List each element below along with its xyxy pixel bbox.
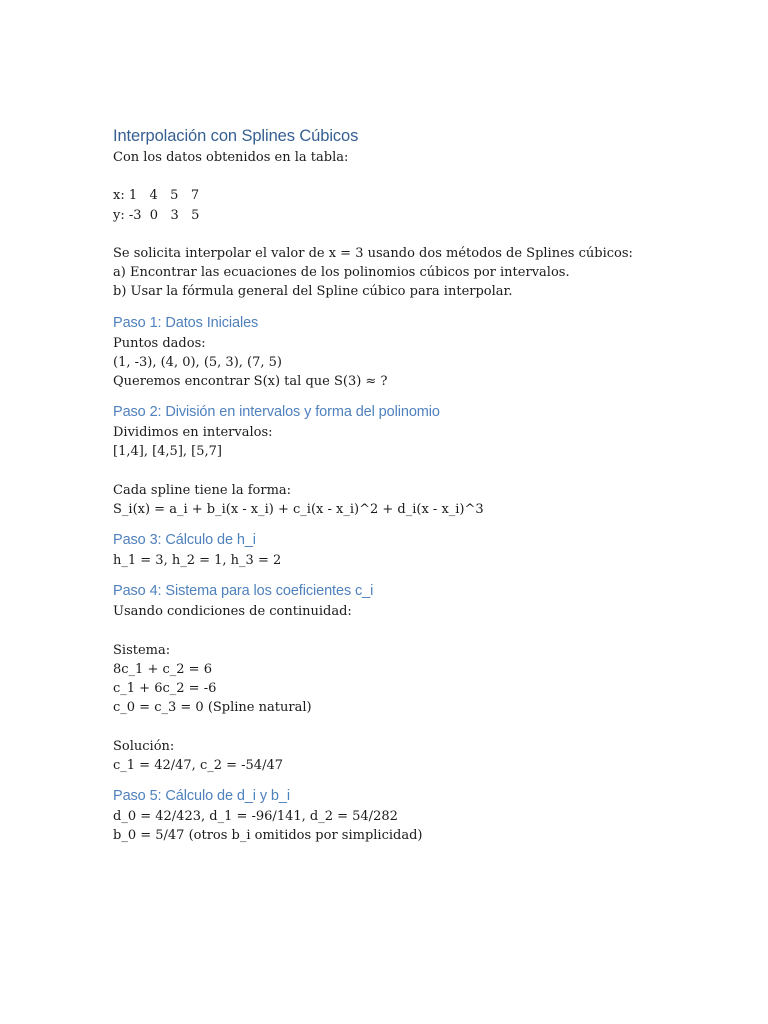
step4-solution-label: Solución: — [113, 738, 175, 754]
step2-formula: S_i(x) = a_i + b_i(x - x_i) + c_i(x - x_i)^2 + d_i(x - x_i)^3 — [113, 501, 484, 517]
x-values-row: x: 1 4 5 7 — [113, 188, 200, 204]
blank-line — [113, 225, 733, 244]
request-text: Se solicita interpolar el valor de x = 3 usando dos métodos de Splines cúbicos: — [113, 245, 633, 261]
blank-line — [113, 621, 733, 640]
step3-heading: Paso 3: Cálculo de h_i — [113, 532, 256, 548]
step2-intervals: [1,4], [4,5], [5,7] — [113, 444, 222, 460]
blank-line — [113, 717, 733, 736]
step5-b-values: b_0 = 5/47 (otros b_i omitidos por simplicidad) — [113, 828, 423, 844]
step1-points: (1, -3), (4, 0), (5, 3), (7, 5) — [113, 354, 282, 370]
step4-solution: c_1 = 42/47, c_2 = -54/47 — [113, 757, 284, 773]
step1-heading: Paso 1: Datos Iniciales — [113, 314, 259, 331]
step5-heading: Paso 5: Cálculo de d_i y b_i — [113, 787, 290, 804]
step4-system-label: Sistema: — [113, 642, 171, 658]
blank-line — [113, 167, 733, 186]
step4-heading: Paso 4: Sistema para los coeficientes c_i — [113, 583, 374, 600]
request-item-b: b) Usar la fórmula general del Spline cúbico para interpolar. — [113, 284, 513, 300]
request-item-a: a) Encontrar las ecuaciones de los polinomios cúbicos por intervalos. — [113, 265, 570, 281]
step3-values: h_1 = 3, h_2 = 1, h_3 = 2 — [113, 553, 282, 568]
document-title: Interpolación con Splines Cúbicos — [113, 127, 359, 145]
y-values-row: y: -3 0 3 5 — [113, 207, 200, 223]
step4-equation-3: c_0 = c_3 = 0 (Spline natural) — [113, 700, 312, 716]
step1-line: Puntos dados: — [113, 335, 206, 351]
step4-equation-1: 8c_1 + c_2 = 6 — [113, 661, 212, 677]
intro-text: Con los datos obtenidos en la tabla: — [113, 150, 349, 165]
step1-goal: Queremos encontrar S(x) tal que S(3) ≈ ? — [113, 373, 388, 389]
step4-line: Usando condiciones de continuidad: — [113, 604, 352, 620]
step2-heading: Paso 2: División en intervalos y forma del polinomio — [113, 404, 440, 421]
blank-line — [113, 461, 733, 480]
document-page — [113, 124, 733, 845]
step2-line: Dividimos en intervalos: — [113, 425, 273, 441]
step4-equation-2: c_1 + 6c_2 = -6 — [113, 680, 217, 696]
step5-d-values: d_0 = 42/423, d_1 = -96/141, d_2 = 54/282 — [113, 808, 398, 824]
step2-form-label: Cada spline tiene la forma: — [113, 482, 292, 498]
